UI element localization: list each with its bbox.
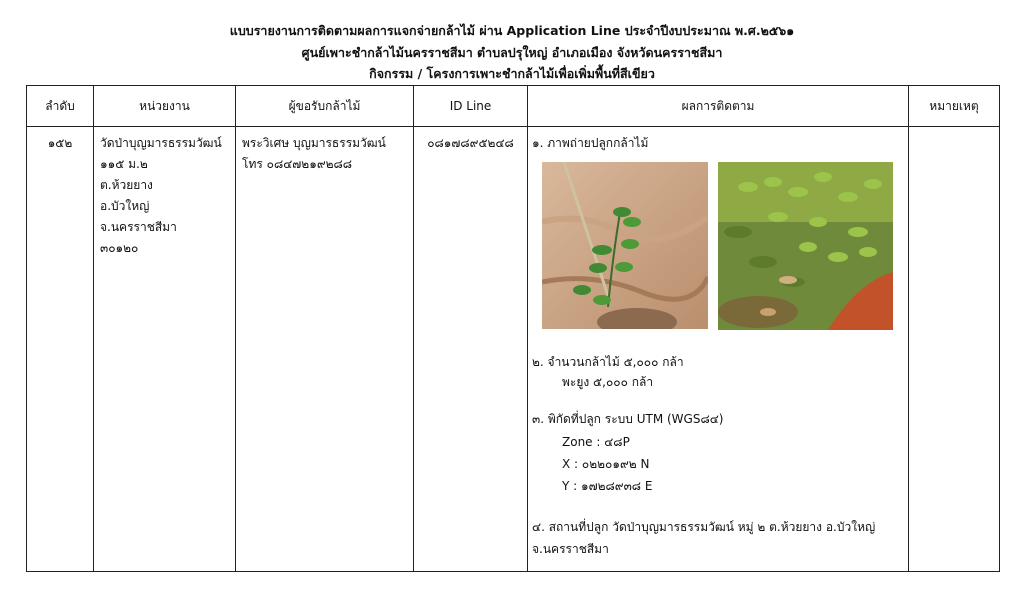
header-agency: หน่วยงาน [94,86,236,127]
table-header-row [27,86,1000,127]
header-id-line: ID Line [414,86,528,127]
header-requester: ผู้ขอรับกล้าไม้ [236,86,414,127]
table-row [27,127,1000,572]
report-table [26,85,1000,572]
row-requester [236,127,414,572]
requester-phone: โทร ๐๘๔๗๒๑๙๒๘๘ [242,157,353,171]
planting-photo-1 [542,162,708,329]
header-result: ผลการติดตาม [528,86,909,127]
row-result [528,127,909,572]
agency-line: จ.นครราชสีมา [100,220,177,234]
row-note [909,127,1000,572]
utm-y: Y : ๑๗๒๘๙๓๘ E [562,479,653,493]
report-title: แบบรายงานการติดตามผลการแจกจ่ายกล้าไม้ ผ่าน Application Line ประจำปีงบประมาณ พ.ศ.๒๕๖๑ [229,23,795,38]
report-subtitle-center: ศูนย์เพาะชำกล้าไม้นครราชสีมา ตำบลปรุใหญ่ อำเภอเมือง จังหวัดนครราชสีมา [301,45,723,60]
result-item-species: พะยูง ๕,๐๐๐ กล้า [562,375,654,389]
row-no-value: ๑๕๒ [47,136,73,150]
agency-line: ๓๐๑๒๐ [100,241,139,255]
result-item-count: ๒. จำนวนกล้าไม้ ๕,๐๐๐ กล้า [532,355,684,369]
row-id-line [414,127,528,572]
header-no: ลำดับ [27,86,94,127]
report-subtitle-activity: กิจกรรม / โครงการเพาะชำกล้าไม้เพื่อเพิ่มพื้นที่สีเขียว [369,66,655,81]
result-item-coordinates: ๓. พิกัดที่ปลูก ระบบ UTM (WGS๘๔) [532,412,724,426]
header-note: หมายเหตุ [909,86,1000,127]
id-line-value: ๐๘๑๗๘๙๕๒๔๘ [427,136,514,150]
row-agency [94,127,236,572]
agency-line: ต.ห้วยยาง [100,178,153,192]
planting-photo-2 [718,162,893,330]
row-no [27,127,94,572]
utm-x: X : ๐๒๒๐๑๙๒ N [562,457,650,471]
utm-zone: Zone : ๔๘P [562,435,630,449]
agency-line: ๑๑๕ ม.๒ [100,157,148,171]
result-item-province: จ.นครราชสีมา [532,542,609,556]
result-item-photo: ๑. ภาพถ่ายปลูกกล้าไม้ [532,136,649,150]
agency-line: วัดป่าบุญมารธรรมวัฒน์ [100,136,222,150]
agency-line: อ.บัวใหญ่ [100,199,150,213]
requester-name: พระวิเศษ บุญมารธรรมวัฒน์ [242,136,386,150]
result-item-location: ๔. สถานที่ปลูก วัดป่าบุญมารธรรมวัฒน์ หมู่ ๒ ต.ห้วยยาง อ.บัวใหญ่ [532,520,876,534]
